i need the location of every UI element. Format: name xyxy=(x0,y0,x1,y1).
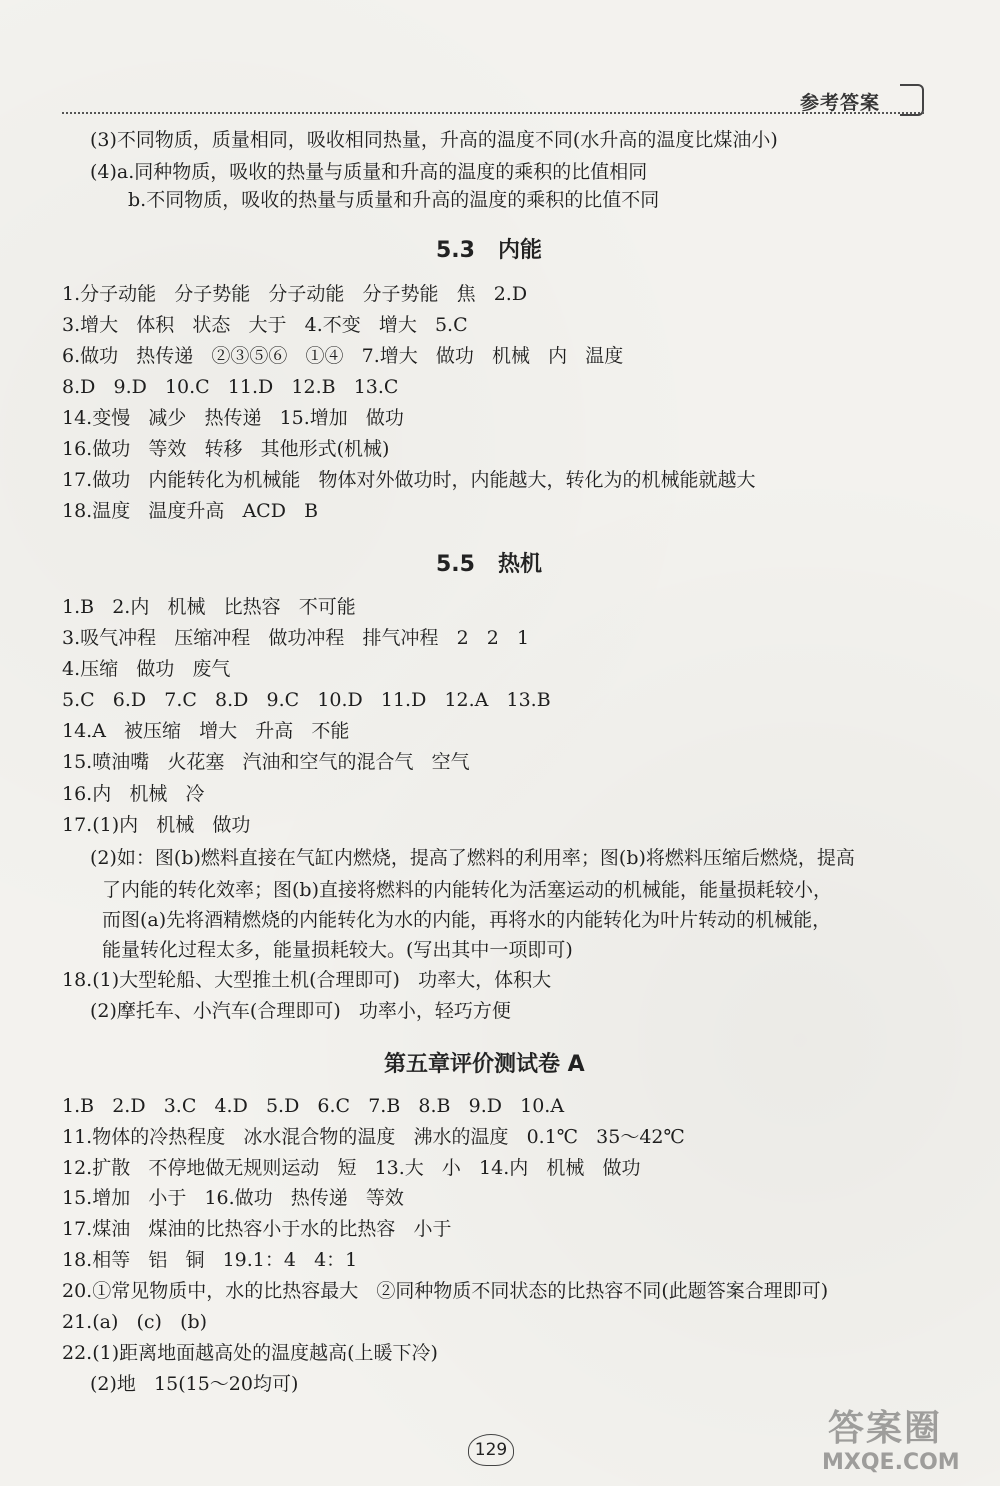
answer-line: 6.做功 热传递 ②③⑤⑥ ①④ 7.增大 做功 机械 内 温度 xyxy=(62,345,624,367)
answer-line: 1.B 2.内 机械 比热容 不可能 xyxy=(62,596,356,618)
answer-line: 了内能的转化效率；图(b)直接将燃料的内能转化为活塞运动的机械能，能量损耗较小， xyxy=(102,879,832,901)
answer-line: 20.①常见物质中，水的比热容最大 ②同种物质不同状态的比热容不同(此题答案合理即可) xyxy=(62,1280,829,1302)
answer-line: 17.(1)内 机械 做功 xyxy=(62,814,251,836)
answer-line: 4.压缩 做功 废气 xyxy=(62,658,231,680)
answer-line: 18.温度 温度升高 ACD B xyxy=(62,500,319,522)
answer-line: 17.煤油 煤油的比热容小于水的比热容 小于 xyxy=(62,1218,452,1240)
answer-line: 3.吸气冲程 压缩冲程 做功冲程 排气冲程 2 2 1 xyxy=(62,627,530,649)
answer-line: 15.增加 小于 16.做功 热传递 等效 xyxy=(62,1187,404,1209)
answer-line: 8.D 9.D 10.C 11.D 12.B 13.C xyxy=(62,376,399,398)
answer-line: (2)如：图(b)燃料直接在气缸内燃烧，提高了燃料的利用率；图(b)将燃料压缩后燃烧，提高 xyxy=(90,847,855,869)
answer-line: 16.做功 等效 转移 其他形式(机械) xyxy=(62,438,390,460)
answer-line: 16.内 机械 冷 xyxy=(62,783,205,805)
answer-line: 而图(a)先将酒精燃烧的内能转化为水的内能，再将水的内能转化为叶片转动的机械能， xyxy=(102,909,832,931)
watermark-url: MXQE.COM xyxy=(822,1450,960,1475)
section-title-5-3: 5.3 内能 xyxy=(436,238,542,263)
answer-line: 11.物体的冷热程度 冰水混合物的温度 沸水的温度 0.1℃ 35～42℃ xyxy=(62,1126,685,1148)
header-label: 参考答案 xyxy=(800,92,881,114)
watermark-logo xyxy=(818,1400,983,1482)
answer-line: 1.B 2.D 3.C 4.D 5.D 6.C 7.B 8.B 9.D 10.A xyxy=(62,1095,565,1117)
answer-line: (3)不同物质，质量相同，吸收相同热量，升高的温度不同(水升高的温度比煤油小) xyxy=(90,129,778,151)
answer-line: 能量转化过程太多，能量损耗较大。(写出其中一项即可) xyxy=(102,939,573,961)
header-divider xyxy=(62,112,924,114)
answer-line: 1.分子动能 分子势能 分子动能 分子势能 焦 2.D xyxy=(62,283,528,305)
section-title-5-5: 5.5 热机 xyxy=(436,552,542,577)
answer-line: (2)地 15(15～20均可) xyxy=(90,1373,299,1395)
answer-line: 12.扩散 不停地做无规则运动 短 13.大 小 14.内 机械 做功 xyxy=(62,1157,641,1179)
answer-line: 18.相等 铝 铜 19.1：4 4：1 xyxy=(62,1249,358,1271)
answer-line: b.不同物质，吸收的热量与质量和升高的温度的乘积的比值不同 xyxy=(128,189,660,211)
watermark-text: 答案圈 xyxy=(828,1408,943,1449)
answer-line: 18.(1)大型轮船、大型推土机(合理即可) 功率大，体积大 xyxy=(62,969,552,991)
answer-line: 3.增大 体积 状态 大于 4.不变 增大 5.C xyxy=(62,314,468,336)
answer-line: 15.喷油嘴 火花塞 汽油和空气的混合气 空气 xyxy=(62,751,470,773)
section-title-test-a: 第五章评价测试卷 A xyxy=(384,1052,585,1077)
page-number: 129 xyxy=(468,1434,514,1466)
answer-line: 21.(a) (c) (b) xyxy=(62,1311,208,1333)
answer-line: 22.(1)距离地面越高处的温度越高(上暖下冷) xyxy=(62,1342,438,1364)
answer-line: 5.C 6.D 7.C 8.D 9.C 10.D 11.D 12.A 13.B xyxy=(62,689,551,711)
answer-line: 14.A 被压缩 增大 升高 不能 xyxy=(62,720,350,742)
answer-line: 14.变慢 减少 热传递 15.增加 做功 xyxy=(62,407,404,429)
answer-line: 17.做功 内能转化为机械能 物体对外做功时，内能越大，转化为的机械能就越大 xyxy=(62,469,756,491)
answer-line: (4)a.同种物质，吸收的热量与质量和升高的温度的乘积的比值相同 xyxy=(90,161,648,183)
answer-line: (2)摩托车、小汽车(合理即可) 功率小，轻巧方便 xyxy=(90,1000,511,1022)
